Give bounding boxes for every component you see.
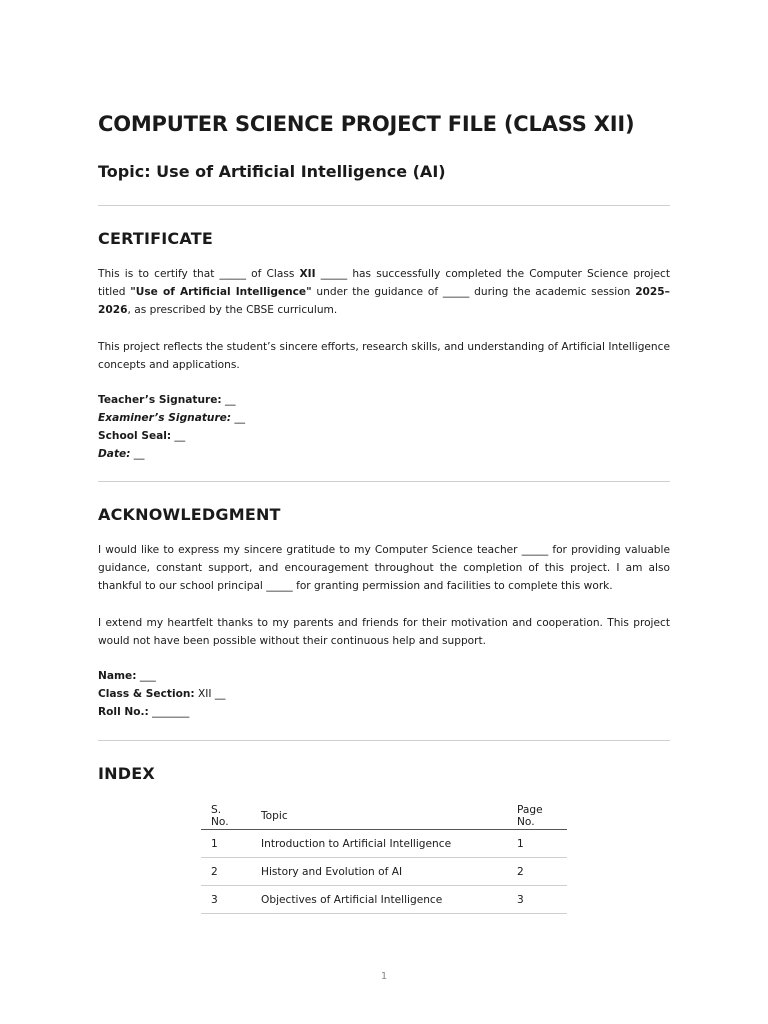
examiner-signature-line: Examiner’s Signature: __ [98, 412, 246, 424]
cell-page: 2 [507, 858, 567, 886]
index-heading: INDEX [98, 764, 155, 783]
certificate-signatures [98, 391, 245, 463]
cell-topic: Objectives of Artificial Intelligence [251, 886, 507, 914]
divider [98, 740, 670, 741]
roll-number-line: Roll No.: _______ [98, 706, 190, 718]
column-header-page: Page No. [507, 803, 567, 830]
table-header-row [201, 803, 567, 830]
school-seal-line: School Seal: __ [98, 430, 186, 442]
page-number: 1 [380, 971, 388, 982]
document-title: COMPUTER SCIENCE PROJECT FILE (CLASS XII) [98, 112, 635, 136]
acknowledgment-paragraph-2: I extend my heartfelt thanks to my parents and friends for their motivation and cooperation. This project would not have been possible without their continuous help and support. [98, 617, 670, 647]
table-row [201, 830, 567, 858]
cell-page: 1 [507, 830, 567, 858]
divider [98, 205, 670, 206]
column-header-sno: S. No. [201, 803, 251, 830]
divider [98, 481, 670, 482]
cell-page: 3 [507, 886, 567, 914]
certificate-paragraph-2: This project reflects the student’s sincere efforts, research skills, and understanding of Artificial Intelligence concepts and applications. [98, 341, 670, 371]
student-details [98, 667, 225, 721]
teacher-signature-line: Teacher’s Signature: __ [98, 394, 236, 406]
cell-topic: Introduction to Artificial Intelligence [251, 830, 507, 858]
certificate-paragraph-1: This is to certify that _____ of Class XII _____ has successfully completed the Computer Science project titled "Use of Artificial Intelligence" under the guidance of _____ during the academic session 2025–2026, as prescribed by the CBSE curriculum. [98, 268, 670, 316]
acknowledgment-heading: ACKNOWLEDGMENT [98, 505, 281, 524]
table-row [201, 886, 567, 914]
cell-sno: 3 [201, 886, 251, 914]
index-table [201, 803, 567, 914]
cell-sno: 2 [201, 858, 251, 886]
class-section-line: Class & Section: XII __ [98, 688, 226, 700]
date-line: Date: __ [98, 448, 145, 460]
cell-topic: History and Evolution of AI [251, 858, 507, 886]
certificate-heading: CERTIFICATE [98, 229, 213, 248]
name-line: Name: ___ [98, 670, 156, 682]
acknowledgment-paragraph-1: I would like to express my sincere gratitude to my Computer Science teacher _____ for providing valuable guidance, constant support, and encouragement throughout the completion of this project. I am also thankful to our school principal _____ for granting permission and facilities to complete this work. [98, 544, 670, 592]
document-topic: Topic: Use of Artificial Intelligence (AI) [98, 162, 446, 181]
cell-sno: 1 [201, 830, 251, 858]
column-header-topic: Topic [251, 803, 507, 830]
table-row [201, 858, 567, 886]
